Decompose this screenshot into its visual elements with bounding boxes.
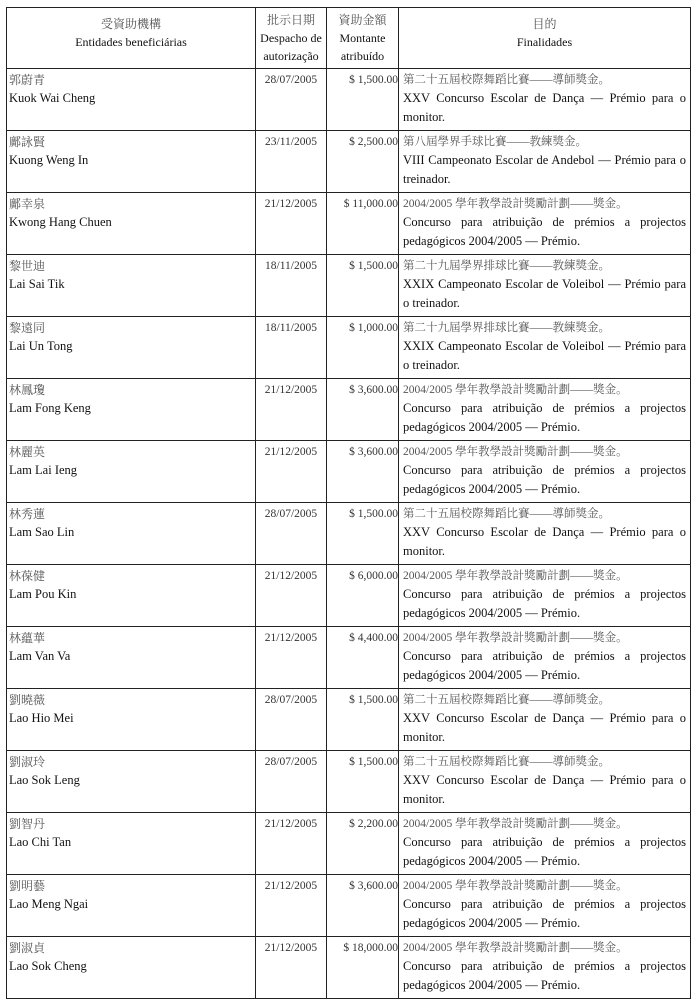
header-amount (327, 8, 399, 69)
entity-cell (7, 379, 256, 441)
grant-amount: $ 2,200.00 (349, 818, 398, 830)
authorization-date: 18/11/2005 (265, 260, 317, 272)
date-cell (256, 441, 327, 503)
grant-amount: $ 3,600.00 (349, 446, 398, 458)
purpose-zh: 第二十五屆校際舞蹈比賽——導師獎金。 (403, 756, 610, 768)
purpose-cell (399, 875, 691, 937)
purpose-zh: 第二十九屆學界排球比賽——教練獎金。 (403, 260, 610, 272)
entity-cell (7, 503, 256, 565)
grant-amount: $ 1,500.00 (349, 756, 398, 768)
grant-amount: $ 2,500.00 (349, 136, 398, 148)
amount-cell (327, 875, 399, 937)
table-row (7, 131, 691, 193)
amount-cell (327, 627, 399, 689)
purpose-pt: Concurso para atribuição de prémios a projectos pedagógicos 2004/2005 — Prémio. (403, 835, 686, 868)
purpose-pt: XXV Concurso Escolar de Dança — Prémio para o monitor. (403, 773, 686, 806)
authorization-date: 28/07/2005 (264, 508, 318, 520)
entity-name-pt: Lam Lai Ieng (9, 463, 78, 477)
grant-amount: $ 18,000.00 (343, 942, 398, 954)
purpose-cell (399, 193, 691, 255)
entity-name-zh: 劉淑貞 (9, 941, 46, 955)
entity-name-zh: 林秀蓮 (9, 507, 46, 521)
grant-amount: $ 1,500.00 (349, 694, 398, 706)
purpose-pt: XXV Concurso Escolar de Dança — Prémio para o monitor. (403, 91, 686, 124)
amount-cell (327, 689, 399, 751)
entity-cell (7, 751, 256, 813)
header-date (256, 8, 327, 69)
header-purpose (399, 8, 691, 69)
entity-name-pt: Lai Sai Tik (9, 277, 65, 291)
header-purpose-pt: Finalidades (516, 35, 573, 49)
authorization-date: 23/11/2005 (265, 136, 317, 148)
amount-cell (327, 131, 399, 193)
table-row (7, 503, 691, 565)
purpose-cell (399, 131, 691, 193)
date-cell (256, 565, 327, 627)
date-cell (256, 131, 327, 193)
date-cell (256, 627, 327, 689)
entity-name-zh: 鄺幸泉 (9, 197, 46, 211)
amount-cell (327, 255, 399, 317)
date-cell (256, 69, 327, 131)
authorization-date: 21/12/2005 (264, 198, 318, 210)
entity-cell (7, 937, 256, 999)
purpose-cell (399, 689, 691, 751)
grants-table (6, 7, 691, 999)
entity-name-zh: 林麗英 (9, 445, 46, 459)
purpose-cell (399, 565, 691, 627)
table-row (7, 441, 691, 503)
purpose-zh: 第二十五屆校際舞蹈比賽——導師獎金。 (403, 694, 610, 706)
entity-name-pt: Lam Sao Lin (9, 525, 75, 539)
purpose-pt: Concurso para atribuição de prémios a projectos pedagógicos 2004/2005 — Prémio. (403, 649, 686, 682)
entity-name-zh: 林葆健 (9, 569, 46, 583)
authorization-date: 21/12/2005 (264, 570, 318, 582)
grants-table-page (6, 7, 690, 999)
entity-name-pt: Lam Pou Kin (9, 587, 77, 601)
entity-name-pt: Lao Sok Cheng (9, 959, 87, 973)
entity-name-pt: Lam Fong Keng (9, 401, 91, 415)
entity-cell (7, 131, 256, 193)
amount-cell (327, 317, 399, 379)
entity-name-zh: 鄺詠賢 (9, 135, 46, 149)
purpose-pt: XXIX Campeonato Escolar de Voleibol — Prémio para o treinador. (403, 277, 686, 310)
entity-name-pt: Kuong Weng In (9, 153, 89, 167)
purpose-zh: 第二十九屆學界排球比賽——教練獎金。 (403, 322, 610, 334)
entity-cell (7, 627, 256, 689)
table-row (7, 379, 691, 441)
entity-cell (7, 875, 256, 937)
date-cell (256, 193, 327, 255)
table-row (7, 565, 691, 627)
entity-name-pt: Lao Hio Mei (9, 711, 74, 725)
entity-name-pt: Lam Van Va (9, 649, 71, 663)
purpose-pt: Concurso para atribuição de prémios a projectos pedagógicos 2004/2005 — Prémio. (403, 587, 686, 620)
grant-amount: $ 1,500.00 (349, 260, 398, 272)
grant-amount: $ 11,000.00 (343, 198, 398, 210)
purpose-zh: 2004/2005 學年教學設計獎勵計劃——獎金。 (403, 198, 628, 210)
date-cell (256, 379, 327, 441)
date-cell (256, 813, 327, 875)
entity-cell (7, 69, 256, 131)
entity-cell (7, 255, 256, 317)
entity-name-zh: 林鳳瓊 (9, 383, 46, 397)
date-cell (256, 503, 327, 565)
authorization-date: 21/12/2005 (264, 446, 318, 458)
entity-name-pt: Lao Meng Ngai (9, 897, 89, 911)
entity-name-pt: Lao Sok Leng (9, 773, 80, 787)
grant-amount: $ 4,400.00 (349, 632, 398, 644)
header-amount-pt-1: Montante (339, 31, 386, 45)
purpose-pt: XXIX Campeonato Escolar de Voleibol — Prémio para o treinador. (403, 339, 686, 372)
purpose-cell (399, 69, 691, 131)
purpose-cell (399, 751, 691, 813)
table-row (7, 875, 691, 937)
grant-amount: $ 3,600.00 (349, 384, 398, 396)
entity-cell (7, 193, 256, 255)
table-row (7, 627, 691, 689)
header-entities (7, 8, 256, 69)
amount-cell (327, 379, 399, 441)
entity-name-zh: 黎遠同 (9, 321, 46, 335)
entity-name-pt: Lao Chi Tan (9, 835, 72, 849)
amount-cell (327, 751, 399, 813)
purpose-zh: 2004/2005 學年教學設計獎勵計劃——獎金。 (403, 384, 628, 396)
authorization-date: 28/07/2005 (264, 694, 318, 706)
table-row (7, 751, 691, 813)
date-cell (256, 255, 327, 317)
entity-name-zh: 劉明藝 (9, 879, 46, 893)
entity-cell (7, 813, 256, 875)
entity-name-zh: 郭蔚青 (9, 73, 46, 87)
grant-amount: $ 6,000.00 (349, 570, 398, 582)
purpose-zh: 2004/2005 學年教學設計獎勵計劃——獎金。 (403, 818, 628, 830)
purpose-zh: 2004/2005 學年教學設計獎勵計劃——獎金。 (403, 942, 628, 954)
purpose-zh: 2004/2005 學年教學設計獎勵計劃——獎金。 (403, 632, 628, 644)
purpose-pt: Concurso para atribuição de prémios a projectos pedagógicos 2004/2005 — Prémio. (403, 463, 686, 496)
entity-name-zh: 林蘊華 (9, 631, 46, 645)
table-body (7, 69, 691, 999)
entity-name-zh: 黎世迪 (9, 259, 46, 273)
purpose-cell (399, 813, 691, 875)
purpose-pt: XXV Concurso Escolar de Dança — Prémio para o monitor. (403, 525, 686, 558)
table-row (7, 69, 691, 131)
amount-cell (327, 69, 399, 131)
entity-name-zh: 劉淑玲 (9, 755, 46, 769)
amount-cell (327, 565, 399, 627)
table-row (7, 193, 691, 255)
purpose-pt: VIII Campeonato Escolar de Andebol — Prémio para o treinador. (403, 153, 686, 186)
authorization-date: 21/12/2005 (264, 384, 318, 396)
purpose-pt: XXV Concurso Escolar de Dança — Prémio para o monitor. (403, 711, 686, 744)
amount-cell (327, 813, 399, 875)
table-row (7, 689, 691, 751)
grant-amount: $ 1,000.00 (349, 322, 398, 334)
authorization-date: 21/12/2005 (264, 632, 318, 644)
amount-cell (327, 937, 399, 999)
authorization-date: 18/11/2005 (265, 322, 317, 334)
entity-name-zh: 劉智丹 (9, 817, 46, 831)
purpose-zh: 第二十五屆校際舞蹈比賽——導師獎金。 (403, 508, 610, 520)
header-entities-pt: Entidades beneficiárias (75, 35, 187, 49)
grant-amount: $ 3,600.00 (349, 880, 398, 892)
amount-cell (327, 441, 399, 503)
table-row (7, 317, 691, 379)
entity-cell (7, 317, 256, 379)
authorization-date: 28/07/2005 (264, 74, 318, 86)
entity-name-zh: 劉曉薇 (9, 693, 46, 707)
purpose-zh: 第二十五屆校際舞蹈比賽——導師獎金。 (403, 74, 610, 86)
entity-cell (7, 565, 256, 627)
entity-name-pt: Kuok Wai Cheng (9, 91, 96, 105)
purpose-pt: Concurso para atribuição de prémios a projectos pedagógicos 2004/2005 — Prémio. (403, 897, 686, 930)
amount-cell (327, 193, 399, 255)
purpose-zh: 2004/2005 學年教學設計獎勵計劃——獎金。 (403, 446, 628, 458)
table-row (7, 813, 691, 875)
purpose-cell (399, 937, 691, 999)
header-purpose-zh: 目的 (532, 17, 557, 31)
purpose-cell (399, 441, 691, 503)
purpose-cell (399, 503, 691, 565)
table-header (7, 8, 691, 69)
grant-amount: $ 1,500.00 (349, 508, 398, 520)
date-cell (256, 317, 327, 379)
amount-cell (327, 503, 399, 565)
table-row (7, 255, 691, 317)
authorization-date: 21/12/2005 (264, 880, 318, 892)
header-date-pt-2: autorização (263, 49, 319, 63)
purpose-cell (399, 379, 691, 441)
authorization-date: 28/07/2005 (264, 756, 318, 768)
header-entities-zh: 受資助機構 (100, 17, 161, 31)
table-row (7, 937, 691, 999)
date-cell (256, 937, 327, 999)
purpose-cell (399, 255, 691, 317)
header-amount-pt-2: atribuído (340, 49, 385, 63)
entity-name-pt: Lai Un Tong (9, 339, 73, 353)
header-amount-zh: 資助金額 (338, 13, 387, 27)
authorization-date: 21/12/2005 (264, 818, 318, 830)
entity-cell (7, 689, 256, 751)
purpose-zh: 第八屆學界手球比賽——教練獎金。 (403, 136, 587, 148)
purpose-pt: Concurso para atribuição de prémios a projectos pedagógicos 2004/2005 — Prémio. (403, 401, 686, 434)
date-cell (256, 689, 327, 751)
entity-cell (7, 441, 256, 503)
entity-name-pt: Kwong Hang Chuen (9, 215, 112, 229)
date-cell (256, 875, 327, 937)
header-date-zh: 批示日期 (266, 13, 315, 27)
purpose-cell (399, 627, 691, 689)
purpose-cell (399, 317, 691, 379)
purpose-pt: Concurso para atribuição de prémios a projectos pedagógicos 2004/2005 — Prémio. (403, 215, 686, 248)
grant-amount: $ 1,500.00 (349, 74, 398, 86)
purpose-zh: 2004/2005 學年教學設計獎勵計劃——獎金。 (403, 880, 628, 892)
header-date-pt-1: Despacho de (260, 31, 322, 45)
purpose-pt: Concurso para atribuição de prémios a projectos pedagógicos 2004/2005 — Prémio. (403, 959, 686, 992)
purpose-zh: 2004/2005 學年教學設計獎勵計劃——獎金。 (403, 570, 628, 582)
date-cell (256, 751, 327, 813)
authorization-date: 21/12/2005 (264, 942, 318, 954)
